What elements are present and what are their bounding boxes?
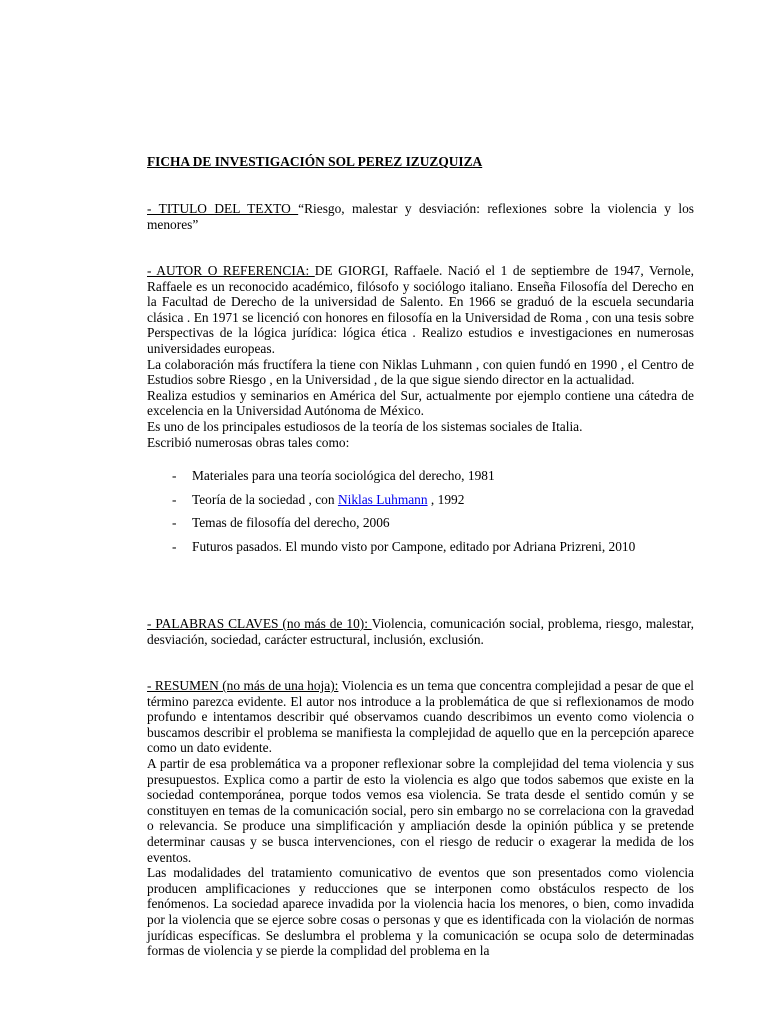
titulo-section: [147, 201, 694, 232]
work-text: Temas de filosofía del derecho, 2006: [192, 515, 390, 530]
palabras-section: [147, 616, 694, 647]
palabras-label: - PALABRAS CLAVES (no más de 10):: [147, 616, 372, 631]
list-bullet: -: [172, 515, 177, 530]
works-list: [172, 468, 692, 562]
work-text-pre: Teoría de la sociedad , con: [192, 491, 338, 507]
resumen-paragraph-2: A partir de esa problemática va a proponer reflexionar sobre la complejidad del tema violencia y sus presupuestos. Explica como a partir de esto la violencia es algo que todos sabemos que existe en la sociedad contemporánea, porque todos vemos esa violencia. Se trata desde el sentido común y se constituyen en temas de la comunicación social, pero sin embargo no se correlaciona con la gravedad o relevancia. Se produce una simplificación y ampliación desde la opinión pública y se pretende determinar causas y se busca intervenciones, con el riesgo de reducir o exagerar la medida de los eventos.: [147, 755, 694, 865]
list-bullet: -: [172, 468, 177, 483]
document-title: FICHA DE INVESTIGACIÓN SOL PEREZ IZUZQUIZA: [147, 154, 483, 169]
titulo-paragraph: [147, 201, 694, 232]
list-item: [172, 515, 692, 539]
resumen-text-1: Violencia es un tema que concentra complejidad a pesar de que el término parezca evidente. El autor nos introduce a la problemática de que si reflexionamos de modo profundo e intentamos describir qué observamos cuando describimos un evento como violencia o buscamos describir el problema se manifiesta la complejidad de aquello que en la percepción aparece como un dato evidente.: [147, 678, 694, 756]
autor-text-1: DE GIORGI, Raffaele. Nació el 1 de septiembre de 1947, Vernole, Raffaele es un reconocido académico, filósofo y sociólogo italiano. Enseña Filosofía del Derecho en la Facultad de Derecho de la universidad de Salento. En 1966 se graduó de la escuela secundaria clásica . En 1971 se licenció con honores en filosofía en la Universidad de Roma , con una tesis sobre Perspectivas de la lógica jurídica: lógica ética . Realizo estudios e investigaciones en numerosas universidades europeas.: [147, 263, 694, 356]
work-text: Futuros pasados. El mundo visto por Campone, editado por Adriana Prizreni, 2010: [192, 538, 636, 554]
palabras-paragraph: [147, 616, 694, 647]
palabras-text: Violencia, comunicación social, problema, riesgo, malestar, desviación, sociedad, carácter estructural, inclusión, exclusión.: [147, 616, 694, 647]
niklas-luhmann-link[interactable]: Niklas Luhmann: [337, 491, 428, 507]
titulo-label: - TITULO DEL TEXTO: [147, 201, 299, 216]
autor-paragraph-1: [147, 263, 694, 357]
work-text-post: , 1992: [427, 491, 465, 507]
autor-paragraph-4: Es uno de los principales estudiosos de la teoría de los sistemas sociales de Italia.: [147, 418, 583, 434]
titulo-text: “Riesgo, malestar y desviación: reflexiones sobre la violencia y los menores”: [147, 201, 694, 232]
work-text: Materiales para una teoría sociológica del derecho, 1981: [192, 468, 495, 483]
list-item: [172, 539, 692, 563]
resumen-section: [147, 678, 694, 959]
autor-paragraph-2: La colaboración más fructífera la tiene con Niklas Luhmann , con quien fundó en 1990 , el Centro de Estudios sobre Riesgo , en la Universidad , de la que sigue siendo director en la actualidad.: [147, 356, 694, 388]
resumen-paragraph-3: Las modalidades del tratamiento comunicativo de eventos que son presentados como violencia producen amplificaciones y reducciones que se interponen como obstáculos respecto de los fenómenos. La sociedad aparece invadida por la violencia hacia los menores, o bien, como invadida por la violencia que se ejerce sobre cosas o personas y que es identificada con la violación de normas jurídicas específicas. Se deslumbra el problema y la comunicación se ocupa solo de determinadas formas de violencia y se pierde la complidad del problema en la: [147, 865, 694, 959]
list-bullet: -: [172, 538, 177, 554]
resumen-paragraph-1: [147, 678, 694, 756]
autor-paragraph-5: Escribió numerosas obras tales como:: [147, 434, 350, 450]
autor-paragraph-3: Realiza estudios y seminarios en América del Sur, actualmente por ejemplo contiene una cátedra de excelencia en la Universidad Autónoma de México.: [147, 387, 694, 419]
autor-section: [147, 263, 694, 450]
autor-label: - AUTOR O REFERENCIA:: [147, 263, 315, 278]
list-item: [172, 468, 692, 492]
resumen-label: - RESUMEN (no más de una hoja):: [147, 678, 339, 693]
list-bullet: -: [172, 491, 177, 507]
list-item: [172, 492, 692, 516]
